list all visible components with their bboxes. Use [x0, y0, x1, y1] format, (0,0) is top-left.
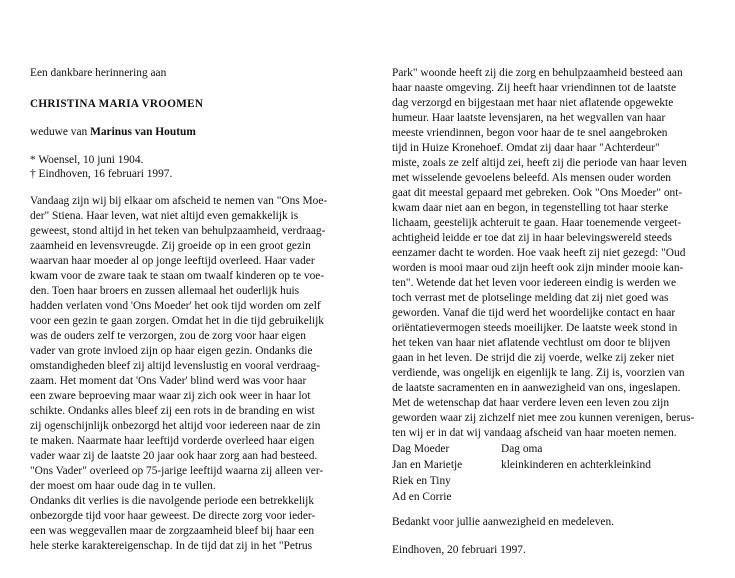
spouse-prefix: weduwe van [30, 126, 91, 138]
signature-right: kleinkinderen en achterkleinkind [501, 459, 651, 471]
right-body-line: worden is mooi maar oud zijn heeft ook zijn minder mooie kan- [392, 262, 684, 274]
right-body-line: dag verzorgd en bijgestaan met haar niet aflatende opgewekte [392, 97, 674, 109]
right-body-line: gaan in het leven. De strijd die zij voerde, welke zij zeker niet [392, 352, 675, 364]
spouse-name: Marinus van Houtum [90, 126, 196, 138]
left-body-line: den. Toen haar broers en zussen allemaal het ouderlijk huis [30, 285, 300, 297]
left-body-line: zaamheid en levensvreugde. Zij groeide op in een groot gezin [30, 240, 311, 252]
right-body-line: eenzamer dacht te worden. Hoe vaak heeft zij niet gezegd: "Oud [392, 247, 686, 259]
right-body-line: oriëntatievermogen steeds moeilijker. De laatste week stond in [392, 322, 678, 334]
left-body-line: zaam. Het moment dat 'Ons Vader' blind werd was voor haar [30, 375, 307, 387]
right-body-line: het teken van haar niet aflatende vechtlust om door te blijven [392, 337, 671, 349]
right-body-line: ten". Wetende dat het leven voor iedereen eindig is werden we [392, 277, 677, 289]
right-body-line: Met de wetenschap dat haar verdere leven een leven zou zijn [392, 397, 670, 409]
left-body-line: waarvan haar moeder al op jonge leeftijd overleed. Haar vader [30, 255, 315, 267]
right-body-line: achtigheid leidde er toe dat zij in haar belevingswereld steeds [392, 232, 672, 244]
left-body-line: Ondanks dit verlies is die navolgende periode een betrekkelijk [30, 495, 315, 507]
left-body-line: schikte. Ondanks alles bleef zij een rots in de branding en wist [30, 405, 315, 417]
spouse-line [30, 124, 196, 140]
right-body-line: kwam daar niet aan en begon, in tegenstelling tot haar sterke [392, 202, 669, 214]
left-body-line: zij ogenschijnlijk onbezorgd het altijd voor iedereen naar de zin [30, 420, 321, 432]
death-line: † Eindhoven, 16 februari 1997. [30, 168, 173, 180]
signature-left: Ad en Corrie [392, 491, 452, 503]
right-body-line: geworden waar zij zichzelf niet mee zou kunnen verenigen, berus- [392, 412, 695, 424]
place-date-line: Eindhoven, 20 februari 1997. [392, 544, 526, 556]
left-body-line: hele sterke karaktereigenschap. In de tijd dat zij in het "Petrus [30, 540, 313, 552]
right-body-line: geworden. Vanaf die tijd werd het woordelijke contact en haar [392, 307, 676, 319]
signature-left: Dag Moeder [392, 443, 450, 455]
birth-line: * Woensel, 10 juni 1904. [30, 154, 144, 166]
right-body-line: toch verrast met de plotselinge melding dat zij niet goed was [392, 292, 669, 304]
left-body-line: onbezorgde tijd voor haar geweest. De directe zorg voor ieder- [30, 510, 316, 522]
right-body-line: lichaam, geestelijk achteruit te gaan. Haar toenemende vergeet- [392, 217, 682, 229]
signature-left: Jan en Marietje [392, 459, 463, 471]
left-body-line: Vandaag zijn wij bij elkaar om afscheid te nemen van "Ons Moe- [30, 195, 328, 207]
right-body-line: miste, zoals ze zelf altijd zei, heeft zij die periode van haar leven [392, 157, 687, 169]
signature-right: Dag oma [501, 443, 543, 455]
intro-line: Een dankbare herinnering aan [30, 67, 167, 79]
left-body-line: vader van grote invloed zijn op haar eigen gezin. Ondanks die [30, 345, 313, 357]
left-body-line: geweest, stond altijd in het teken van behulpzaamheid, verdraag- [30, 225, 326, 237]
right-body-line: met wisselende gevoelens beleefd. Als mensen ouder worden [392, 172, 671, 184]
right-body-line: Park" woonde heeft zij die zorg en behulpzaamheid besteed aan [392, 67, 683, 79]
left-body-line: kwam voor de zware taak te staan om twaalf kinderen op te voe- [30, 270, 325, 282]
left-body-line: "Ons Vader" overleed op 75-jarige leeftijd waarna zij alleen ver- [30, 465, 324, 477]
right-body-line: gaat dit meestal gepaard met gebreken. Ook "Ons Moeder" ont- [392, 187, 683, 199]
left-body-line: voor een gezin te gaan zorgen. Omdat het in die tijd gebruikelijk [30, 315, 324, 327]
right-body-line: tijd in Huize Kronehoef. Omdat zij daar haar "Achterdeur" [392, 142, 660, 154]
deceased-name: CHRISTINA MARIA VROOMEN [30, 98, 204, 110]
left-body-line: een zware beproeving maar waar zij zich ook weer in haar lot [30, 390, 311, 402]
right-body-line: de laatste sacramenten en in aanwezigheid van ons, ingeslapen. [392, 382, 681, 394]
right-body-line: ten wij er in dat wij vandaag afscheid van haar moeten nemen. [392, 427, 677, 439]
right-body-line: verdiende, was ongelijk en eigenlijk te lang. Zij is, voorzien van [392, 367, 685, 379]
thanks-line: Bedankt voor jullie aanwezigheid en medeleven. [392, 516, 615, 528]
left-body-line: hadden verlaten vond 'Ons Moeder' het ook tijd worden om zelf [30, 300, 321, 312]
left-body-line: vader waar zij de laatste 20 jaar ook haar zorg aan had besteed. [30, 450, 318, 462]
right-body-line: haar naaste omgeving. Zij heeft haar vriendinnen tot de laatste [392, 82, 677, 94]
right-body-line: meeste vriendinnen, begon voor haar de te snel aangebroken [392, 127, 668, 139]
left-body-line: was de ouders zelf te verzorgen, zou de zorg voor haar eigen [30, 330, 306, 342]
left-body-line: te maken. Naarmate haar leeftijd vorderde overleed haar eigen [30, 435, 315, 447]
left-body-line: der" Stiena. Haar leven, wat niet altijd even gemakkelijk is [30, 210, 299, 222]
left-body-line: der moest om haar oude dag in te vullen. [30, 480, 216, 492]
left-body-line: een was weggevallen maar de zorgzaamheid bleef bij haar een [30, 525, 315, 537]
signature-left: Riek en Tiny [392, 475, 451, 487]
right-body-line: humeur. Haar laatste levensjaren, na het wegvallen van haar [392, 112, 666, 124]
left-body-line: omstandigheden bleef zij altijd levenslustig en vooral verdraag- [30, 360, 321, 372]
